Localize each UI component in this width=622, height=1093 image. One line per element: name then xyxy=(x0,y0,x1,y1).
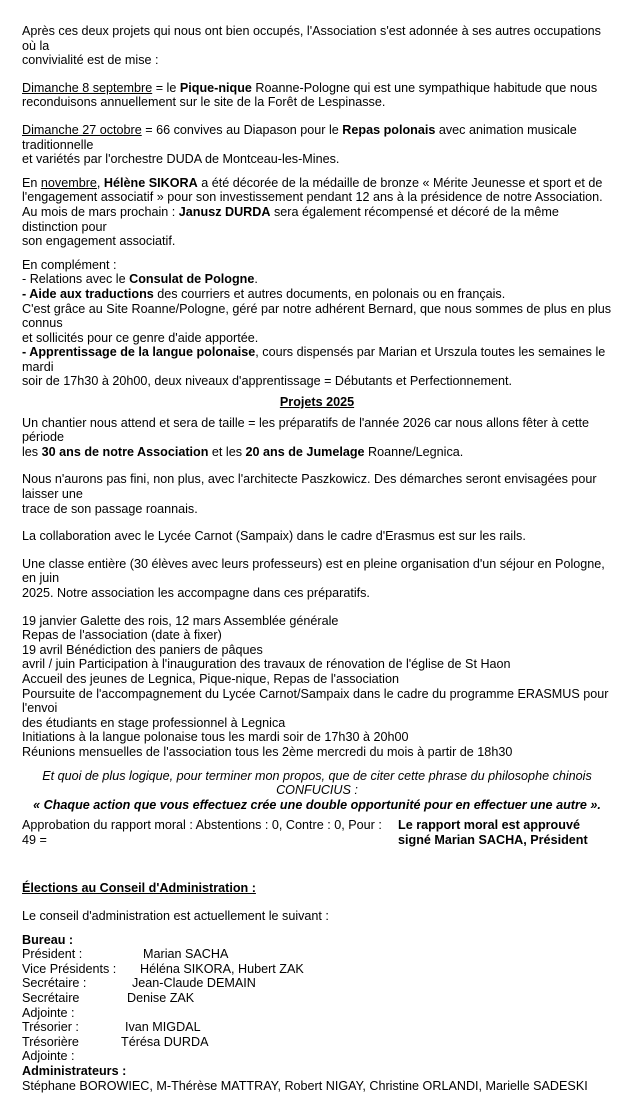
administrators-list: Stéphane BOROWIEC, M-Thérèse MATTRAY, Robert NIGAY, Christine ORLANDI, Marielle SADESKI xyxy=(22,1078,588,1093)
bureau-row xyxy=(22,962,612,977)
agenda-item: des étudiants en stage professionnel à Legnica xyxy=(22,715,286,730)
bureau-row xyxy=(22,1035,612,1064)
bureau-list xyxy=(22,947,612,1064)
november-paragraph: En novembre, Hélène SIKORA a été décorée de la médaille de bronze « Mérite Jeunesse et sport et de l'engagement associatif » pour son investissement pendant 12 ans à la présidence de notre Association. Au mois de mars prochain : Janusz DURDA sera également récompensé et décoré de la même distinction pour son engagement associatif. xyxy=(22,175,603,249)
bureau-row xyxy=(22,976,612,991)
projects-paragraph-2: Nous n'aurons pas fini, non plus, avec l'architecte Paszkowicz. Des démarches seront envisagées pour laisser une trace de son passage roannais. xyxy=(22,472,597,516)
agenda-item: Repas de l'association (date à fixer) xyxy=(22,628,222,643)
quote-block xyxy=(22,769,612,813)
approval-signature: signé Marian SACHA, Président xyxy=(398,832,588,847)
agenda-item: Poursuite de l'accompagnement du Lycée Carnot/Sampaix dans le cadre du programme ERASMUS pour l'envoi xyxy=(22,686,609,716)
intro-paragraph xyxy=(22,24,612,68)
confucius-quote: « Chaque action que vous effectuez crée une double opportunité pour en effectuer une autre ». xyxy=(33,797,601,812)
agenda-item: 19 avril Bénédiction des paniers de pâques xyxy=(22,642,263,657)
bureau-row xyxy=(22,991,612,1020)
agenda-list xyxy=(22,614,612,760)
language-learning-label: - Apprentissage de la langue polonaise xyxy=(22,345,256,360)
quote-intro: Et quoi de plus logique, pour terminer mon propos, que de citer cette phrase du philosophe chinois CONFUCIUS : xyxy=(42,768,592,798)
agenda-item: Initiations à la langue polonaise tous les mardi soir de 17h30 à 20h00 xyxy=(22,730,409,745)
approval-row xyxy=(22,818,612,847)
september-date: Dimanche 8 septembre xyxy=(22,80,153,95)
agenda-item: avril / juin Participation à l'inauguration des travaux de rénovation de l'église de St Haon xyxy=(22,657,511,672)
approval-result: Le rapport moral est approuvé xyxy=(398,818,580,833)
bureau-heading: Bureau : xyxy=(22,932,74,947)
bureau-role: Secrétaire : xyxy=(22,976,87,991)
bureau-role: Secrétaire Adjointe : xyxy=(22,991,80,1020)
agenda-item: 19 janvier Galette des rois, 12 mars Assemblée générale xyxy=(22,613,339,628)
bureau-member: Héléna SIKORA, Hubert ZAK xyxy=(140,961,304,976)
september-paragraph: Dimanche 8 septembre = le Pique-nique Roanne-Pologne qui est une sympathique habitude que nous reconduisons annuellement sur le site de la Forêt de Lespinasse. xyxy=(22,80,598,110)
elections-title: Élections au Conseil d'Administration : xyxy=(22,880,256,895)
october-paragraph: Dimanche 27 octobre = 66 convives au Diapason pour le Repas polonais avec animation musicale traditionnelle et variétés par l'orchestre DUDA de Montceau-les-Mines. xyxy=(22,122,577,167)
bureau-row xyxy=(22,1020,612,1035)
projects-paragraph-4: Une classe entière (30 élèves avec leurs professeurs) est en pleine organisation d'un séjour en Pologne, en juin 2025. Notre association les accompagne dans ces préparatifs. xyxy=(22,556,605,600)
approval-vote: Approbation du rapport moral : Abstentions : 0, Contre : 0, Pour : 49 = xyxy=(22,818,382,847)
polish-meal-label: Repas polonais xyxy=(342,122,436,137)
bureau-role: Trésorier : xyxy=(22,1020,79,1035)
agenda-item: Accueil des jeunes de Legnica, Pique-nique, Repas de l'association xyxy=(22,671,399,686)
october-date: Dimanche 27 octobre xyxy=(22,122,142,137)
bureau-role: Vice Présidents : xyxy=(22,961,117,976)
translations-label: - Aide aux traductions xyxy=(22,286,154,301)
bureau-role: Trésorière Adjointe : xyxy=(22,1034,79,1064)
picnic-label: Pique-nique xyxy=(179,80,252,95)
november-month: novembre xyxy=(40,175,97,190)
bureau-row xyxy=(22,947,612,962)
bureau-member: Marian SACHA xyxy=(143,947,229,962)
intro-line: convivialité est de mise : xyxy=(22,53,159,68)
document-page xyxy=(22,0,612,1093)
projects-title: Projets 2025 xyxy=(279,395,355,410)
intro-line: Après ces deux projets qui nous ont bien occupés, l'Association s'est adonnée à ses autres occupations où la xyxy=(22,24,601,53)
bureau-member: Térésa DURDA xyxy=(121,1034,209,1049)
bureau-member: Jean-Claude DEMAIN xyxy=(132,976,256,991)
elections-intro: Le conseil d'administration est actuellement le suivant : xyxy=(22,909,329,924)
administrators-heading: Administrateurs : xyxy=(22,1064,127,1079)
projects-paragraph-1: Un chantier nous attend et sera de taille = les préparatifs de l'année 2026 car nous allons fêter à cette période les 30 ans de notre Association et les 20 ans de Jumelage Roanne/Legnica. xyxy=(22,415,590,459)
agenda-item: Réunions mensuelles de l'association tous les 2ème mercredi du mois à partir de 18h30 xyxy=(22,744,513,759)
bureau-member: Ivan MIGDAL xyxy=(125,1020,201,1035)
person-name: Janusz DURDA xyxy=(178,204,271,219)
bureau-role: Président : xyxy=(22,947,83,962)
bureau-member: Denise ZAK xyxy=(127,991,195,1006)
consulate-label: Consulat de Pologne xyxy=(129,272,255,287)
projects-paragraph-3: La collaboration avec le Lycée Carnot (Sampaix) dans le cadre d'Erasmus est sur les rails. xyxy=(22,529,526,544)
person-name: Hélène SIKORA xyxy=(103,175,198,190)
complement-section: En complément : - Relations avec le Consulat de Pologne. - Aide aux traductions des courriers et autres documents, en polonais ou en français. C'est grâce au Site Roanne/Pologne, géré par notre adhérent Bernard, que nous sommes de plus en plus connus et sollicités pour ce genre d'aide apportée. - Apprentissage de la langue polonaise, cours dispensés par Marian et Urszula toutes les semaines le mardi soir de 17h30 à 20h00, deux niveaux d'apprentissage = Débutants et Perfectionnement. xyxy=(22,257,612,389)
